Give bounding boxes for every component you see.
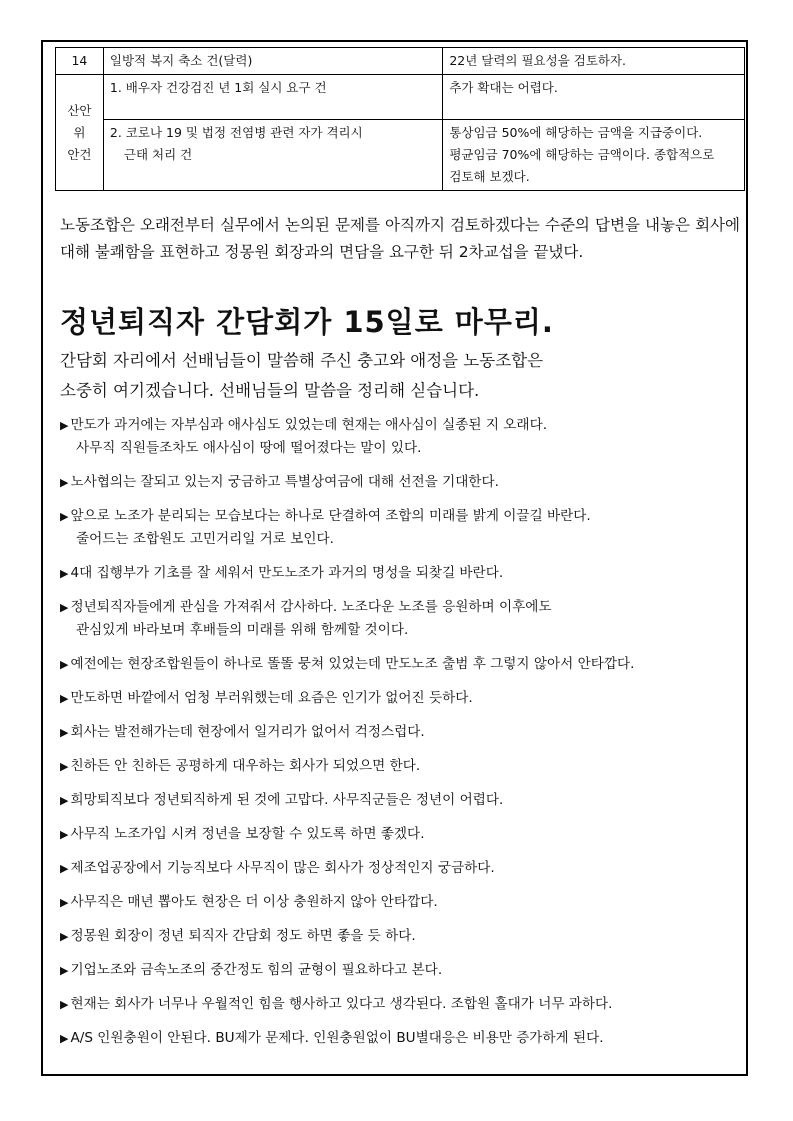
bullet-arrow-icon: ▶ xyxy=(60,828,69,841)
list-item xyxy=(60,653,750,676)
comment-line: 앞으로 노조가 분리되는 모습보다는 하나로 단결하여 조합의 미래를 밝게 이끌길 바란다. xyxy=(70,508,591,524)
bullet-arrow-icon: ▶ xyxy=(60,930,69,943)
comment-line: 노사협의는 잘되고 있는지 궁금하고 특별상여금에 대해 선전을 기대한다. xyxy=(70,474,499,490)
list-item xyxy=(60,993,750,1016)
response-cell xyxy=(443,120,745,191)
list-item xyxy=(60,755,750,778)
list-item xyxy=(60,414,750,460)
list-item xyxy=(60,789,750,812)
list-item xyxy=(60,925,750,948)
list-item xyxy=(60,562,750,585)
list-item xyxy=(60,721,750,744)
section-title: 정년퇴직자 간담회가 15일로 마무리. xyxy=(60,305,554,339)
bullet-arrow-icon: ▶ xyxy=(60,998,69,1011)
topic-cell xyxy=(103,120,442,191)
bullet-arrow-icon: ▶ xyxy=(60,567,69,580)
list-item xyxy=(60,891,750,914)
list-item xyxy=(60,471,750,494)
list-item xyxy=(60,596,750,642)
bullet-arrow-icon: ▶ xyxy=(60,794,69,807)
list-item xyxy=(60,823,750,846)
intro-line: 간담회 자리에서 선배님들이 말씀해 주신 충고와 애정을 노동조합은 xyxy=(60,351,544,370)
response-cell: 22년 달력의 필요성을 검토하자. xyxy=(443,48,745,75)
response-cell: 추가 확대는 어렵다. xyxy=(443,75,745,120)
list-item xyxy=(60,687,750,710)
topic-line: 2. 코로나 19 및 법정 전염병 관련 자가 격리시 xyxy=(109,125,363,140)
bullet-arrow-icon: ▶ xyxy=(60,896,69,909)
topic-line: 근태 처리 건 xyxy=(123,147,193,162)
response-line: 검토해 보겠다. xyxy=(449,169,530,184)
comment-line: 친하든 안 친하든 공평하게 대우하는 회사가 되었으면 한다. xyxy=(70,758,421,774)
comment-list xyxy=(60,414,750,1061)
bullet-arrow-icon: ▶ xyxy=(60,726,69,739)
comment-line: 사무직 직원들조차도 애사심이 땅에 떨어졌다는 말이 있다. xyxy=(76,440,422,456)
bullet-arrow-icon: ▶ xyxy=(60,862,69,875)
agenda-table xyxy=(55,47,745,191)
topic-cell: 일방적 복지 축소 건(달력) xyxy=(103,48,442,75)
bullet-arrow-icon: ▶ xyxy=(60,760,69,773)
response-line: 평균임금 70%에 해당하는 금액이다. 종합적으로 xyxy=(449,147,715,162)
comment-line: 정몽원 회장이 정년 퇴직자 간담회 정도 하면 좋을 듯 하다. xyxy=(70,928,416,944)
comment-line: 현재는 회사가 너무나 우월적인 힘을 행사하고 있다고 생각된다. 조합원 홀대가 너무 과하다. xyxy=(70,996,613,1012)
bullet-arrow-icon: ▶ xyxy=(60,601,69,614)
comment-line: 만도하면 바깥에서 엄청 부러워했는데 요즘은 인기가 없어진 듯하다. xyxy=(70,690,473,706)
bullet-arrow-icon: ▶ xyxy=(60,510,69,523)
category-label-3: 안건 xyxy=(67,146,92,162)
response-line: 통상임금 50%에 해당하는 금액을 지급중이다. xyxy=(449,125,703,140)
comment-line: 희망퇴직보다 정년퇴직하게 된 것에 고맙다. 사무직군들은 정년이 어렵다. xyxy=(70,792,504,808)
comment-line: 줄어드는 조합원도 고민거리일 거로 보인다. xyxy=(76,531,334,547)
summary-paragraph: 노동조합은 오래전부터 실무에서 논의된 문제를 아직까지 검토하겠다는 수준의 답변을 내놓은 회사에 대해 불쾌함을 표현하고 정몽원 회장과의 면담을 요구한 뒤 2차교섭을 끝냈다. xyxy=(60,216,740,261)
bullet-arrow-icon: ▶ xyxy=(60,658,69,671)
table-row xyxy=(56,48,745,75)
category-label-2: 위 xyxy=(73,124,86,140)
comment-line: 회사는 발전해가는데 현장에서 일거리가 없어서 걱정스럽다. xyxy=(70,724,425,740)
list-item xyxy=(60,1027,750,1050)
bullet-arrow-icon: ▶ xyxy=(60,964,69,977)
comment-line: A/S 인원충원이 안된다. BU제가 문제다. 인원충원없이 BU별대응은 비용만 증가하게 된다. xyxy=(70,1030,604,1046)
topic-cell: 1. 배우자 건강검진 년 1회 실시 요구 건 xyxy=(103,75,442,120)
category-label-1: 산안 xyxy=(67,102,92,118)
comment-line: 4대 집행부가 기초를 잘 세워서 만도노조가 과거의 명성을 되찾길 바란다. xyxy=(70,565,504,581)
bullet-arrow-icon: ▶ xyxy=(60,419,69,432)
comment-line: 정년퇴직자들에게 관심을 가져줘서 감사하다. 노조다운 노조를 응원하며 이후에도 xyxy=(70,599,552,615)
table-row xyxy=(56,120,745,191)
comment-line: 기업노조와 금속노조의 중간정도 힘의 균형이 필요하다고 본다. xyxy=(70,962,443,978)
comment-line: 관심있게 바라보며 후배들의 미래를 위해 함께할 것이다. xyxy=(76,622,409,638)
list-item xyxy=(60,959,750,982)
intro-line: 소중히 여기겠습니다. 선배님들의 말씀을 정리해 싣습니다. xyxy=(60,381,480,400)
bullet-arrow-icon: ▶ xyxy=(60,692,69,705)
intro-text xyxy=(60,346,740,406)
comment-line: 예전에는 현장조합원들이 하나로 똘똘 뭉쳐 있었는데 만도노조 출범 후 그렇지 않아서 안타깝다. xyxy=(70,656,635,672)
category-cell xyxy=(56,75,104,191)
row-number: 14 xyxy=(56,48,104,75)
table-row xyxy=(56,75,745,120)
list-item xyxy=(60,857,750,880)
comment-line: 제조업공장에서 기능직보다 사무직이 많은 회사가 정상적인지 궁금하다. xyxy=(70,860,495,876)
bullet-arrow-icon: ▶ xyxy=(60,476,69,489)
comment-line: 만도가 과거에는 자부심과 애사심도 있었는데 현재는 애사심이 실종된 지 오래다. xyxy=(70,417,548,433)
comment-line: 사무직은 매년 뽑아도 현장은 더 이상 충원하지 않아 안타깝다. xyxy=(70,894,438,910)
list-item xyxy=(60,505,750,551)
comment-line: 사무직 노조가입 시켜 정년을 보장할 수 있도록 하면 좋겠다. xyxy=(70,826,425,842)
bullet-arrow-icon: ▶ xyxy=(60,1032,69,1045)
